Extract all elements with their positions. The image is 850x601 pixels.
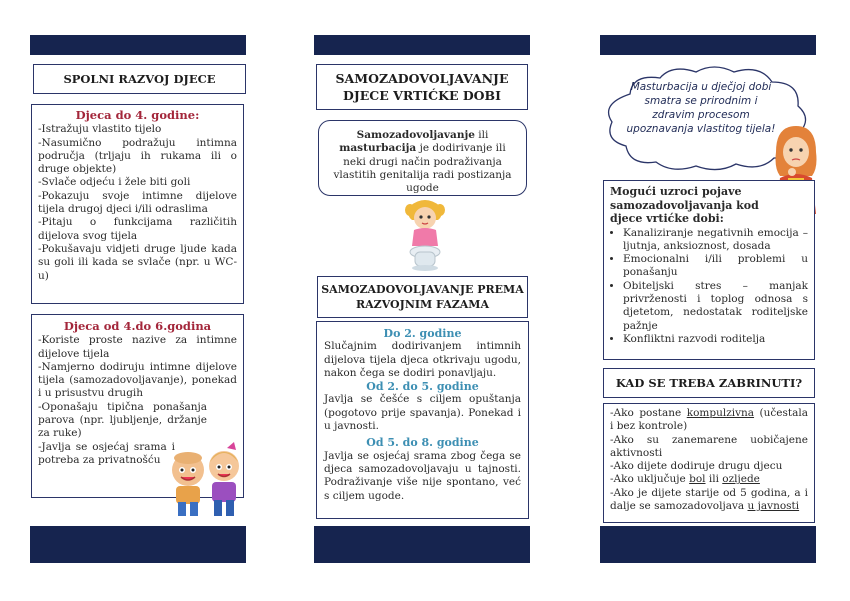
phase-text: Slučajnim dodirivanjem intimnih dijelova tijela djeca otkrivaju ugodu, nakon čega se dodiri ponavljaju. bbox=[324, 340, 521, 379]
causes-box bbox=[603, 180, 815, 360]
def-text1: ili bbox=[474, 129, 489, 141]
footer-bar-col1 bbox=[30, 526, 246, 563]
col2-title bbox=[316, 64, 528, 110]
col1-box2-heading: Djeca od 4.do 6.godina bbox=[63, 319, 212, 333]
list-item: -Ako je dijete starije od 5 godina, a i dalje se samozadovoljava u javnosti bbox=[610, 486, 808, 513]
def-text2: je dodirivanje ili neki drugi način podraživanja vlastitih genitalija radi postizanja ugode bbox=[333, 142, 512, 195]
list-item: -Javlja se osjećaj srama i potreba za privatnošću bbox=[38, 440, 175, 466]
def-bold2: masturbacija bbox=[339, 142, 417, 155]
list-item: -Ako uključuje bol ili ozljede bbox=[610, 473, 760, 486]
list-item: -Svlače odjeću i žele biti goli bbox=[38, 176, 191, 189]
definition-box bbox=[318, 120, 527, 196]
potty-girl-illustration bbox=[400, 198, 450, 272]
worry-title-text: KAD SE TREBA ZABRINUTI? bbox=[615, 375, 803, 390]
list-item: -Pokušavaju vidjeti druge ljude kada su goli ili kada se svlače (npr. u WC-u) bbox=[38, 242, 237, 282]
footer-bar-col3 bbox=[600, 526, 816, 563]
col2-title-line2: DJECE VRTIĆKE DOBI bbox=[343, 88, 501, 103]
causes-heading: Mogući uzroci pojave samozadovoljavanja kod djece vrtićke dobi: bbox=[610, 185, 759, 225]
list-item: -Ako dijete dodiruje drugu djecu bbox=[610, 460, 783, 473]
list-item: • Konfliktni razvodi roditelja bbox=[623, 333, 808, 346]
phase-heading: Od 2. do 5. godine bbox=[366, 380, 479, 394]
list-item: • Kanaliziranje negativnih emocija – ljutnja, anksioznost, dosada bbox=[623, 227, 808, 254]
def-bold1: Samozadovoljavanje bbox=[356, 129, 475, 141]
list-item: -Koriste proste nazive za intimne dijelove tijela bbox=[38, 334, 237, 360]
cloud-text: Masturbacija u dječjoj dobi smatra se prirodnim i zdravim procesom upoznavanja vlastitog tijela! bbox=[626, 81, 776, 135]
col1-title bbox=[33, 64, 246, 94]
col1-box1-heading: Djeca do 4. godine: bbox=[75, 108, 200, 122]
list-item: -Ako postane kompulzivna (učestala i bez kontrole) bbox=[610, 407, 808, 433]
list-item: • Obiteljski stres – manjak privrženosti i toplog odnosa s djetetom, nedostatak roditeljske pažnje bbox=[623, 280, 808, 333]
phase-heading: Do 2. godine bbox=[383, 327, 462, 340]
list-item: • Emocionalni i/ili problemi u ponašanju bbox=[623, 253, 808, 280]
col2-title2-line1: SAMOZADOVOLJAVANJE PREMA bbox=[321, 283, 524, 296]
list-item: -Ako su zanemarene uobičajene aktivnosti bbox=[610, 433, 808, 459]
col2-title-line1: SAMOZADOVOLJAVANJE bbox=[335, 71, 509, 86]
col1-box1 bbox=[31, 104, 244, 304]
header-bar-col3 bbox=[600, 35, 816, 55]
list-item: -Oponašaju tipična ponašanja parova (npr. ljubljenje, držanje za ruke) bbox=[38, 400, 207, 440]
phase-text: Javlja se češće s ciljem opuštanja (pogotovo prije spavanja). Ponekad i u javnosti. bbox=[324, 393, 521, 433]
footer-bar-col2 bbox=[314, 526, 530, 563]
phase-text: Javlja se osjećaj srama zbog čega se djeca samozadovoljavaju u tajnosti. Podraživanje više nije spontano, već s ciljem ugode. bbox=[324, 449, 521, 502]
list-item: -Nasumično podražuju intimna područja (trljaju ih rukama ili o druge objekte) bbox=[38, 136, 237, 176]
worry-box bbox=[603, 403, 815, 523]
phases-box bbox=[316, 321, 529, 519]
list-item: -Pokazuju svoje intimne dijelove tijela drugoj djeci i/ili odraslima bbox=[38, 189, 237, 216]
col2-title2-line2: RAZVOJNIM FAZAMA bbox=[355, 298, 489, 311]
header-bar-col2 bbox=[314, 35, 530, 55]
phase-heading: Od 5. do 8. godine bbox=[366, 436, 479, 450]
col2-title2 bbox=[317, 276, 528, 318]
list-item: -Istražuju vlastito tijelo bbox=[38, 123, 162, 136]
kids-illustration bbox=[164, 436, 248, 520]
causes-list bbox=[610, 227, 808, 347]
col1-title-text: SPOLNI RAZVOJ DJECE bbox=[63, 71, 216, 86]
worry-title bbox=[603, 368, 815, 398]
header-bar-col1 bbox=[30, 35, 246, 55]
list-item: -Namjerno dodiruju intimne dijelove tijela (samozadovoljavanje), ponekad i u prisustvu drugih bbox=[38, 360, 237, 400]
list-item: -Pitaju o funkcijama različitih dijelova svog tijela bbox=[38, 216, 237, 242]
